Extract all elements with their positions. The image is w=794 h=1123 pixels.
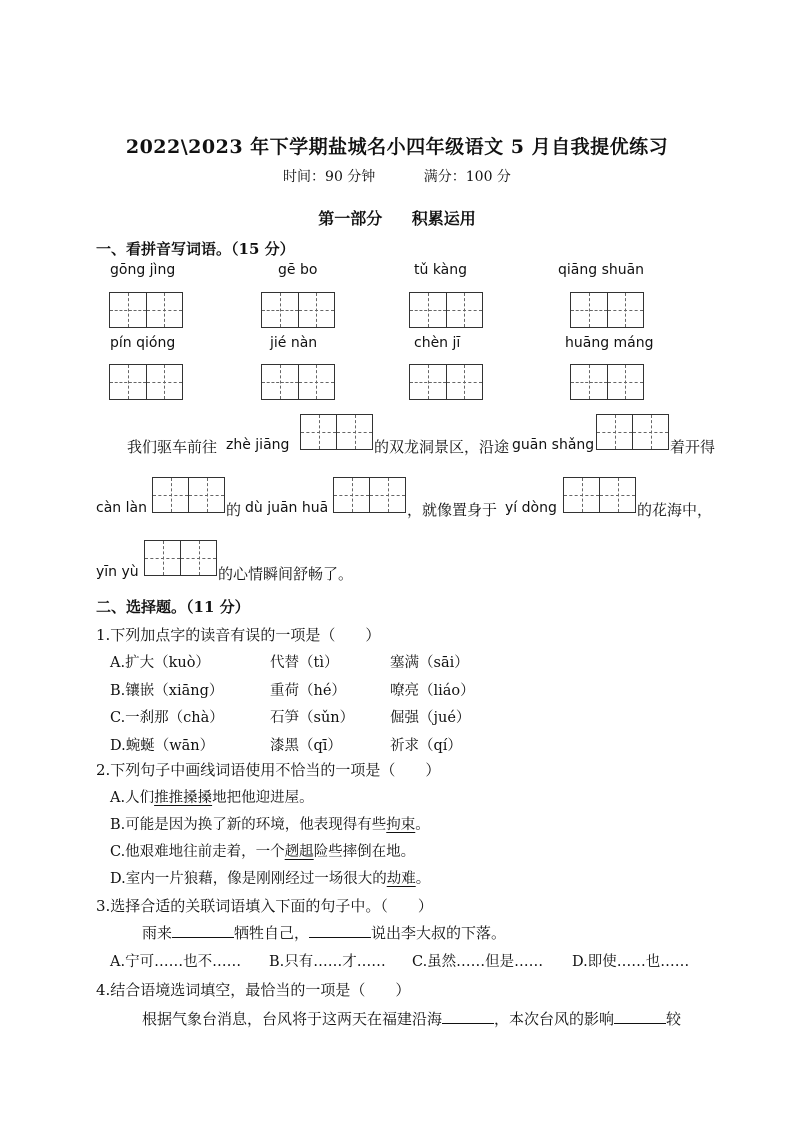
answer-box[interactable]	[570, 364, 644, 400]
q2-option-a[interactable]	[110, 786, 314, 807]
q3-sentence	[142, 922, 506, 943]
answer-box[interactable]	[152, 477, 225, 513]
answer-box[interactable]	[570, 292, 644, 328]
fill-blank[interactable]	[309, 937, 371, 938]
option-text: A.人们	[110, 790, 155, 806]
q3-option-a[interactable]: A.宁可……也不……	[110, 954, 242, 970]
underlined-word: 拘束	[386, 817, 416, 833]
q1-option-c3: 倔强（jué）	[390, 710, 471, 726]
q1-option-d3: 祈求（qí）	[390, 738, 462, 754]
passage-text: 的	[226, 501, 242, 519]
q1-option-a3: 塞满（sāi）	[390, 655, 469, 671]
option-text: D.室内一片狼藉，像是刚刚经过一场很大的	[110, 871, 387, 887]
answer-box[interactable]	[409, 292, 483, 328]
passage-text: 的心情瞬间舒畅了。	[218, 565, 354, 583]
q1-option-d2: 漆黑（qī）	[270, 738, 342, 754]
pinyin-2: gē bo	[278, 262, 318, 278]
section1-heading: 一、看拼音写词语。（15 分）	[96, 240, 295, 258]
q3-option-d[interactable]: D.即使……也……	[572, 954, 690, 970]
option-text: B.可能是因为换了新的环境，他表现得有些	[110, 817, 387, 833]
passage-text: 的花海中，	[637, 501, 713, 519]
exam-time: 时间：90 分钟	[283, 169, 376, 185]
q3-stem: 3.选择合适的关联词语填入下面的句子中。（ ）	[96, 897, 433, 915]
answer-box[interactable]	[261, 364, 335, 400]
fill-blank[interactable]	[172, 937, 234, 938]
answer-box[interactable]	[109, 364, 183, 400]
passage-pinyin: càn làn	[96, 500, 147, 516]
sentence-text: 根据气象台消息，台风将于这两天在福建沿海	[142, 1010, 443, 1028]
passage-pinyin: yí dòng	[505, 500, 557, 516]
answer-box[interactable]	[563, 477, 636, 513]
answer-box[interactable]	[409, 364, 483, 400]
q1-stem: 1.下列加点字的读音有误的一项是（ ）	[96, 626, 381, 644]
pinyin-5: pín qióng	[110, 335, 176, 351]
section2-heading: 二、选择题。（11 分）	[96, 598, 250, 616]
part-heading	[0, 206, 794, 229]
passage-text: 我们驱车前往	[127, 438, 218, 456]
answer-box[interactable]	[300, 414, 373, 450]
document-title: 2022\2023 年下学期盐城名小四年级语文 5 月自我提优练习	[125, 136, 669, 158]
pinyin-8: huāng máng	[565, 335, 654, 351]
part-title: 第一部分	[318, 209, 383, 228]
passage-pinyin: zhè jiāng	[226, 437, 290, 453]
pinyin-3: tǔ kàng	[414, 262, 468, 278]
option-text: C.他艰难地往前走着，一个	[110, 844, 285, 860]
option-text: 。	[415, 817, 430, 833]
q1-option-b[interactable]: B.镶嵌（xiāng）	[110, 683, 224, 699]
sentence-text: 说出李大叔的下落。	[371, 924, 507, 942]
exam-score: 满分：100 分	[423, 169, 511, 185]
passage-text: ，就像置身于	[407, 501, 498, 519]
q1-option-b2: 重荷（hé）	[270, 683, 346, 699]
q1-option-d[interactable]: D.蜿蜒（wān）	[110, 738, 215, 754]
sentence-text: ，本次台风的影响	[494, 1010, 615, 1028]
passage-pinyin: yīn yù	[96, 564, 139, 580]
sentence-text: 牺牲自己，	[234, 924, 310, 942]
q2-stem: 2.下列句子中画线词语使用不恰当的一项是（ ）	[96, 761, 441, 779]
answer-box[interactable]	[333, 477, 406, 513]
passage-pinyin: dù juān huā	[245, 500, 329, 516]
answer-box[interactable]	[261, 292, 335, 328]
q2-option-d[interactable]	[110, 867, 430, 888]
q1-option-a2: 代替（tì）	[270, 655, 339, 671]
pinyin-6: jié nàn	[270, 335, 318, 351]
q2-option-c[interactable]	[110, 840, 415, 861]
answer-box[interactable]	[144, 540, 217, 576]
fill-blank[interactable]	[442, 1023, 494, 1024]
exam-info	[0, 166, 794, 186]
pinyin-4: qiāng shuān	[558, 262, 645, 278]
q2-option-b[interactable]	[110, 813, 430, 834]
passage-pinyin: guān shǎng	[512, 437, 595, 453]
q4-stem: 4.结合语境选词填空，最恰当的一项是（ ）	[96, 981, 411, 999]
fill-blank[interactable]	[614, 1023, 666, 1024]
option-text: 。	[415, 871, 431, 887]
underlined-word: 趔趄	[284, 844, 314, 860]
part-name: 积累运用	[411, 209, 476, 228]
passage-text: 着开得	[670, 438, 716, 456]
passage-text: 的双龙洞景区，沿途	[374, 438, 510, 456]
option-text: 险些摔倒在地。	[313, 844, 416, 860]
underlined-word: 推推搡搡	[154, 790, 213, 806]
pinyin-1: gōng jìng	[110, 262, 176, 278]
q3-option-c[interactable]: C.虽然……但是……	[412, 954, 544, 970]
pinyin-7: chèn jī	[414, 335, 461, 351]
sentence-text: 雨来	[142, 924, 173, 942]
q1-option-a[interactable]: A.扩大（kuò）	[110, 655, 210, 671]
answer-box[interactable]	[109, 292, 183, 328]
q1-option-c2: 石笋（sǔn）	[270, 710, 355, 726]
sentence-text: 较	[666, 1010, 682, 1028]
q3-option-b[interactable]: B.只有……才……	[269, 954, 386, 970]
q1-option-c[interactable]: C.一刹那（chà）	[110, 710, 224, 726]
underlined-word: 劫难	[386, 871, 416, 887]
q4-sentence	[142, 1008, 681, 1029]
q1-option-b3: 嘹亮（liáo）	[390, 683, 475, 699]
answer-box[interactable]	[596, 414, 669, 450]
option-text: 地把他迎进屋。	[212, 790, 314, 806]
